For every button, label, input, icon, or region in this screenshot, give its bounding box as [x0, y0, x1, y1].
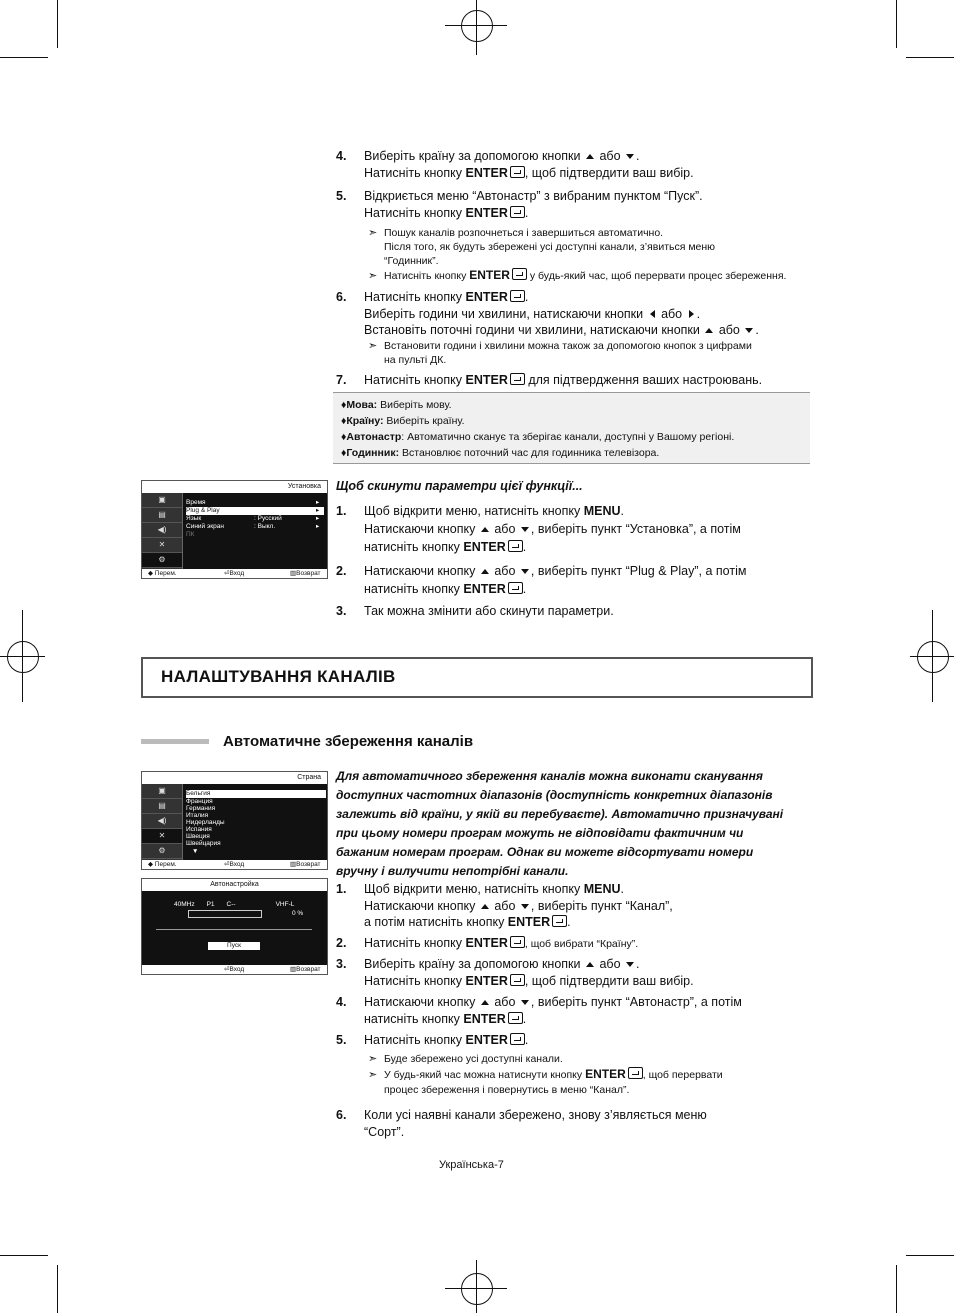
registration-line [0, 656, 45, 657]
up-arrow-icon [586, 962, 594, 967]
osd-item[interactable]: Язык : Русский ▸ [186, 515, 320, 522]
enter-icon [510, 373, 525, 385]
channel-icon: ✕ [142, 829, 182, 844]
step-6: 6. Натисніть кнопку ENTER . Виберіть години чи хвилини, натискаючи кнопки або . Встановіть поточні години чи хвилини, натискаючи кнопки або . [336, 290, 759, 337]
page-number: Українська-7 [439, 1159, 504, 1171]
up-arrow-icon [705, 328, 713, 333]
osd-item[interactable]: Швейцария [186, 840, 221, 847]
up-arrow-icon [481, 904, 489, 909]
osd-footer: ⏎Вход ▥Возврат [142, 965, 327, 974]
info-row: ♦Мова: Виберіть мову. [341, 399, 452, 411]
freq-readout: 40MHz P1 C-- VHF-L [174, 901, 295, 908]
osd-sidebar [142, 784, 183, 860]
osd-item[interactable]: Италия [186, 812, 209, 819]
osd-item[interactable]: Франция [186, 798, 213, 805]
auto-step-6: 6. Коли усі наявні канали збережено, знову з’являється меню “Сорт”. [336, 1108, 707, 1139]
reset-step-3: 3. Так можна змінити або скинути параметри. [336, 604, 614, 618]
return-icon: ▥ [290, 966, 297, 973]
speaker-icon: ◀) [142, 523, 182, 538]
auto-step-3: 3. Виберіть країну за допомогою кнопки або . Натисніть кнопку ENTER , щоб підтвердити ваш вибір. [336, 957, 694, 988]
enter-icon: ⏎ [224, 861, 230, 868]
enter-icon [508, 582, 523, 594]
registration-line [445, 1288, 507, 1289]
enter-icon [510, 166, 525, 178]
step-7: 7. Натисніть кнопку ENTER для підтвердження ваших настроювань. [336, 373, 763, 387]
reset-step-2: 2. Натискаючи кнопку або , виберіть пункт “Plug & Play”, а потім натисніть кнопку ENTER . [336, 564, 747, 596]
reset-step-1: 1. Щоб відкрити меню, натисніть кнопку MENU. Натискаючи кнопку або , виберіть пункт “Установка”, а потім натисніть кнопку ENTER . [336, 504, 741, 554]
enter-icon [510, 206, 525, 218]
osd-auto-tuning [141, 878, 328, 975]
step-number: 4. [336, 149, 347, 163]
enter-icon [510, 974, 525, 986]
note-arrow-icon: ➣ [368, 340, 378, 352]
return-icon: ▥ [290, 570, 297, 577]
sound-icon: ▤ [142, 799, 182, 814]
osd-item: ПК [186, 531, 195, 538]
enter-icon [628, 1067, 643, 1079]
divider [156, 929, 312, 930]
registration-line [476, 1260, 477, 1313]
setup-icon: ⚙ [142, 844, 182, 859]
note-arrow-icon: ➣ [368, 227, 378, 239]
down-arrow-icon [521, 1000, 529, 1005]
enter-icon [510, 936, 525, 948]
enter-icon [512, 268, 527, 280]
osd-item[interactable]: Время ▸ [186, 499, 320, 506]
osd-country-menu [141, 771, 328, 870]
return-icon: ▥ [290, 861, 297, 868]
info-row: ♦Автонастр: Автоматично сканує та зберігає канали, доступні у Вашому регіоні. [341, 431, 735, 443]
crop-mark [57, 0, 58, 48]
info-row: ♦Країну: Виберіть країну. [341, 415, 465, 427]
picture-icon: ▣ [142, 784, 182, 799]
up-arrow-icon [481, 1000, 489, 1005]
registration-mark [461, 1273, 493, 1305]
reset-heading: Щоб скинути параметри цієї функції... [336, 479, 583, 493]
step-4: 4. Виберіть країну за допомогою кнопки або . Натисніть кнопку ENTER , щоб підтвердити ваш вибір. [336, 149, 694, 180]
progress-bar [188, 910, 262, 918]
crop-mark [0, 57, 48, 58]
start-button[interactable]: Пуск [208, 942, 260, 950]
subsection-title: Автоматичне збереження каналів [223, 733, 474, 750]
intro-paragraph: Для автоматичного збереження каналів можна виконати сканування доступних частотних діапазонів (доступність конкретних діапазонів залежить від країни, у якій ви перебуваєте). Автоматично призначувані при цьому номери програм можуть не відповідати фактичним чи бажаним номерам програм. Однак ви можете відсортувати номери вручну і вилучити непотрібні канали. [336, 769, 784, 878]
up-arrow-icon [481, 569, 489, 574]
down-arrow-icon [521, 527, 529, 532]
step-5: 5. Відкриється меню “Автонастр” з вибраним пунктом “Пуск”. Натисніть кнопку ENTER . [336, 189, 703, 220]
enter-icon [510, 1033, 525, 1045]
enter-icon [508, 1012, 523, 1024]
progress-percent: 0 % [292, 910, 304, 917]
crop-mark [906, 1255, 954, 1256]
crop-mark [57, 1265, 58, 1313]
osd-header: Страна [142, 772, 327, 784]
down-arrow-icon [521, 904, 529, 909]
enter-icon: ⏎ [224, 966, 230, 973]
osd-item-selected[interactable]: Plug & Play ▸ [186, 507, 324, 515]
crop-mark [896, 1265, 897, 1313]
osd-item[interactable]: Испания [186, 826, 212, 833]
down-arrow-icon [626, 154, 634, 159]
enter-icon [508, 540, 523, 552]
osd-item[interactable]: Синий экран : Выкл. ▸ [186, 523, 320, 530]
osd-footer: ◆ Перем. ⏎Вход ▥Возврат [142, 860, 327, 869]
crop-mark [0, 1255, 48, 1256]
osd-setup-menu [141, 480, 328, 579]
down-arrow-icon [626, 962, 634, 967]
osd-header: Установка [142, 481, 327, 493]
osd-item[interactable]: Германия [186, 805, 216, 812]
auto-step-1: 1. Щоб відкрити меню, натисніть кнопку MENU. Натискаючи кнопку або , виберіть пункт “Канал”, а потім натисніть кнопку ENTER . [336, 882, 673, 929]
scroll-down-icon[interactable]: ▼ [192, 848, 199, 855]
up-arrow-icon [586, 154, 594, 159]
auto-step-5: 5. Натисніть кнопку ENTER . [336, 1033, 529, 1047]
registration-mark [917, 641, 949, 673]
left-arrow-icon [650, 310, 655, 318]
down-arrow-icon [745, 328, 753, 333]
registration-line [910, 656, 954, 657]
auto-step-5-notes: ➣ Буде збережено усі доступні канали. ➣ У будь-який час можна натиснути кнопку ENTER , щоб перервати процес збереження і повернутись в меню “Канал”. [368, 1053, 723, 1096]
registration-line [476, 0, 477, 55]
crop-mark [906, 57, 954, 58]
osd-item[interactable]: Нидерланды [186, 819, 225, 826]
registration-mark [7, 641, 39, 673]
enter-icon [552, 915, 567, 927]
up-arrow-icon [481, 527, 489, 532]
subsection-bar [141, 739, 209, 744]
down-arrow-icon [521, 569, 529, 574]
registration-mark [461, 10, 493, 42]
picture-icon: ▣ [142, 493, 182, 508]
auto-step-2: 2. Натисніть кнопку ENTER , щоб вибрати “Країну”. [336, 936, 639, 950]
setup-icon: ⚙ [142, 553, 182, 568]
registration-line [445, 25, 507, 26]
sound-icon: ▤ [142, 508, 182, 523]
right-arrow-icon [689, 310, 694, 318]
note-arrow-icon: ➣ [368, 1053, 378, 1065]
osd-header: Автонастройка [142, 879, 327, 891]
osd-item[interactable]: Швеция [186, 833, 210, 840]
section-title-box [141, 657, 813, 698]
info-row: ♦Годинник: Встановлює поточний час для годинника телевізора. [341, 447, 660, 459]
enter-icon [510, 290, 525, 302]
speaker-icon: ◀) [142, 814, 182, 829]
step-5-notes: ➣ Пошук каналів розпочнеться і завершиться автоматично. Після того, як будуть збережені усі доступні канали, з’явиться меню “Годинник”. ➣ Натисніть кнопку ENTER у будь-який час, щоб перервати процес збереження. [368, 227, 787, 282]
note-arrow-icon: ➣ [368, 270, 378, 282]
section-title: НАЛАШТУВАННЯ КАНАЛІВ [161, 667, 396, 686]
osd-footer: ◆ Перем. ⏎Вход ▥Возврат [142, 569, 327, 578]
osd-sidebar [142, 493, 183, 569]
step-6-notes: ➣ Встановити години і хвилини можна також за допомогою кнопок з цифрами на пульті ДК. [368, 340, 752, 366]
note-arrow-icon: ➣ [368, 1069, 378, 1081]
crop-mark [896, 0, 897, 48]
enter-icon: ⏎ [224, 570, 230, 577]
osd-item-selected[interactable]: Бельгия [186, 790, 326, 798]
auto-step-4: 4. Натискаючи кнопку або , виберіть пункт “Автонастр”, а потім натисніть кнопку ENTER . [336, 995, 742, 1026]
info-box [333, 392, 810, 464]
channel-icon: ✕ [142, 538, 182, 553]
